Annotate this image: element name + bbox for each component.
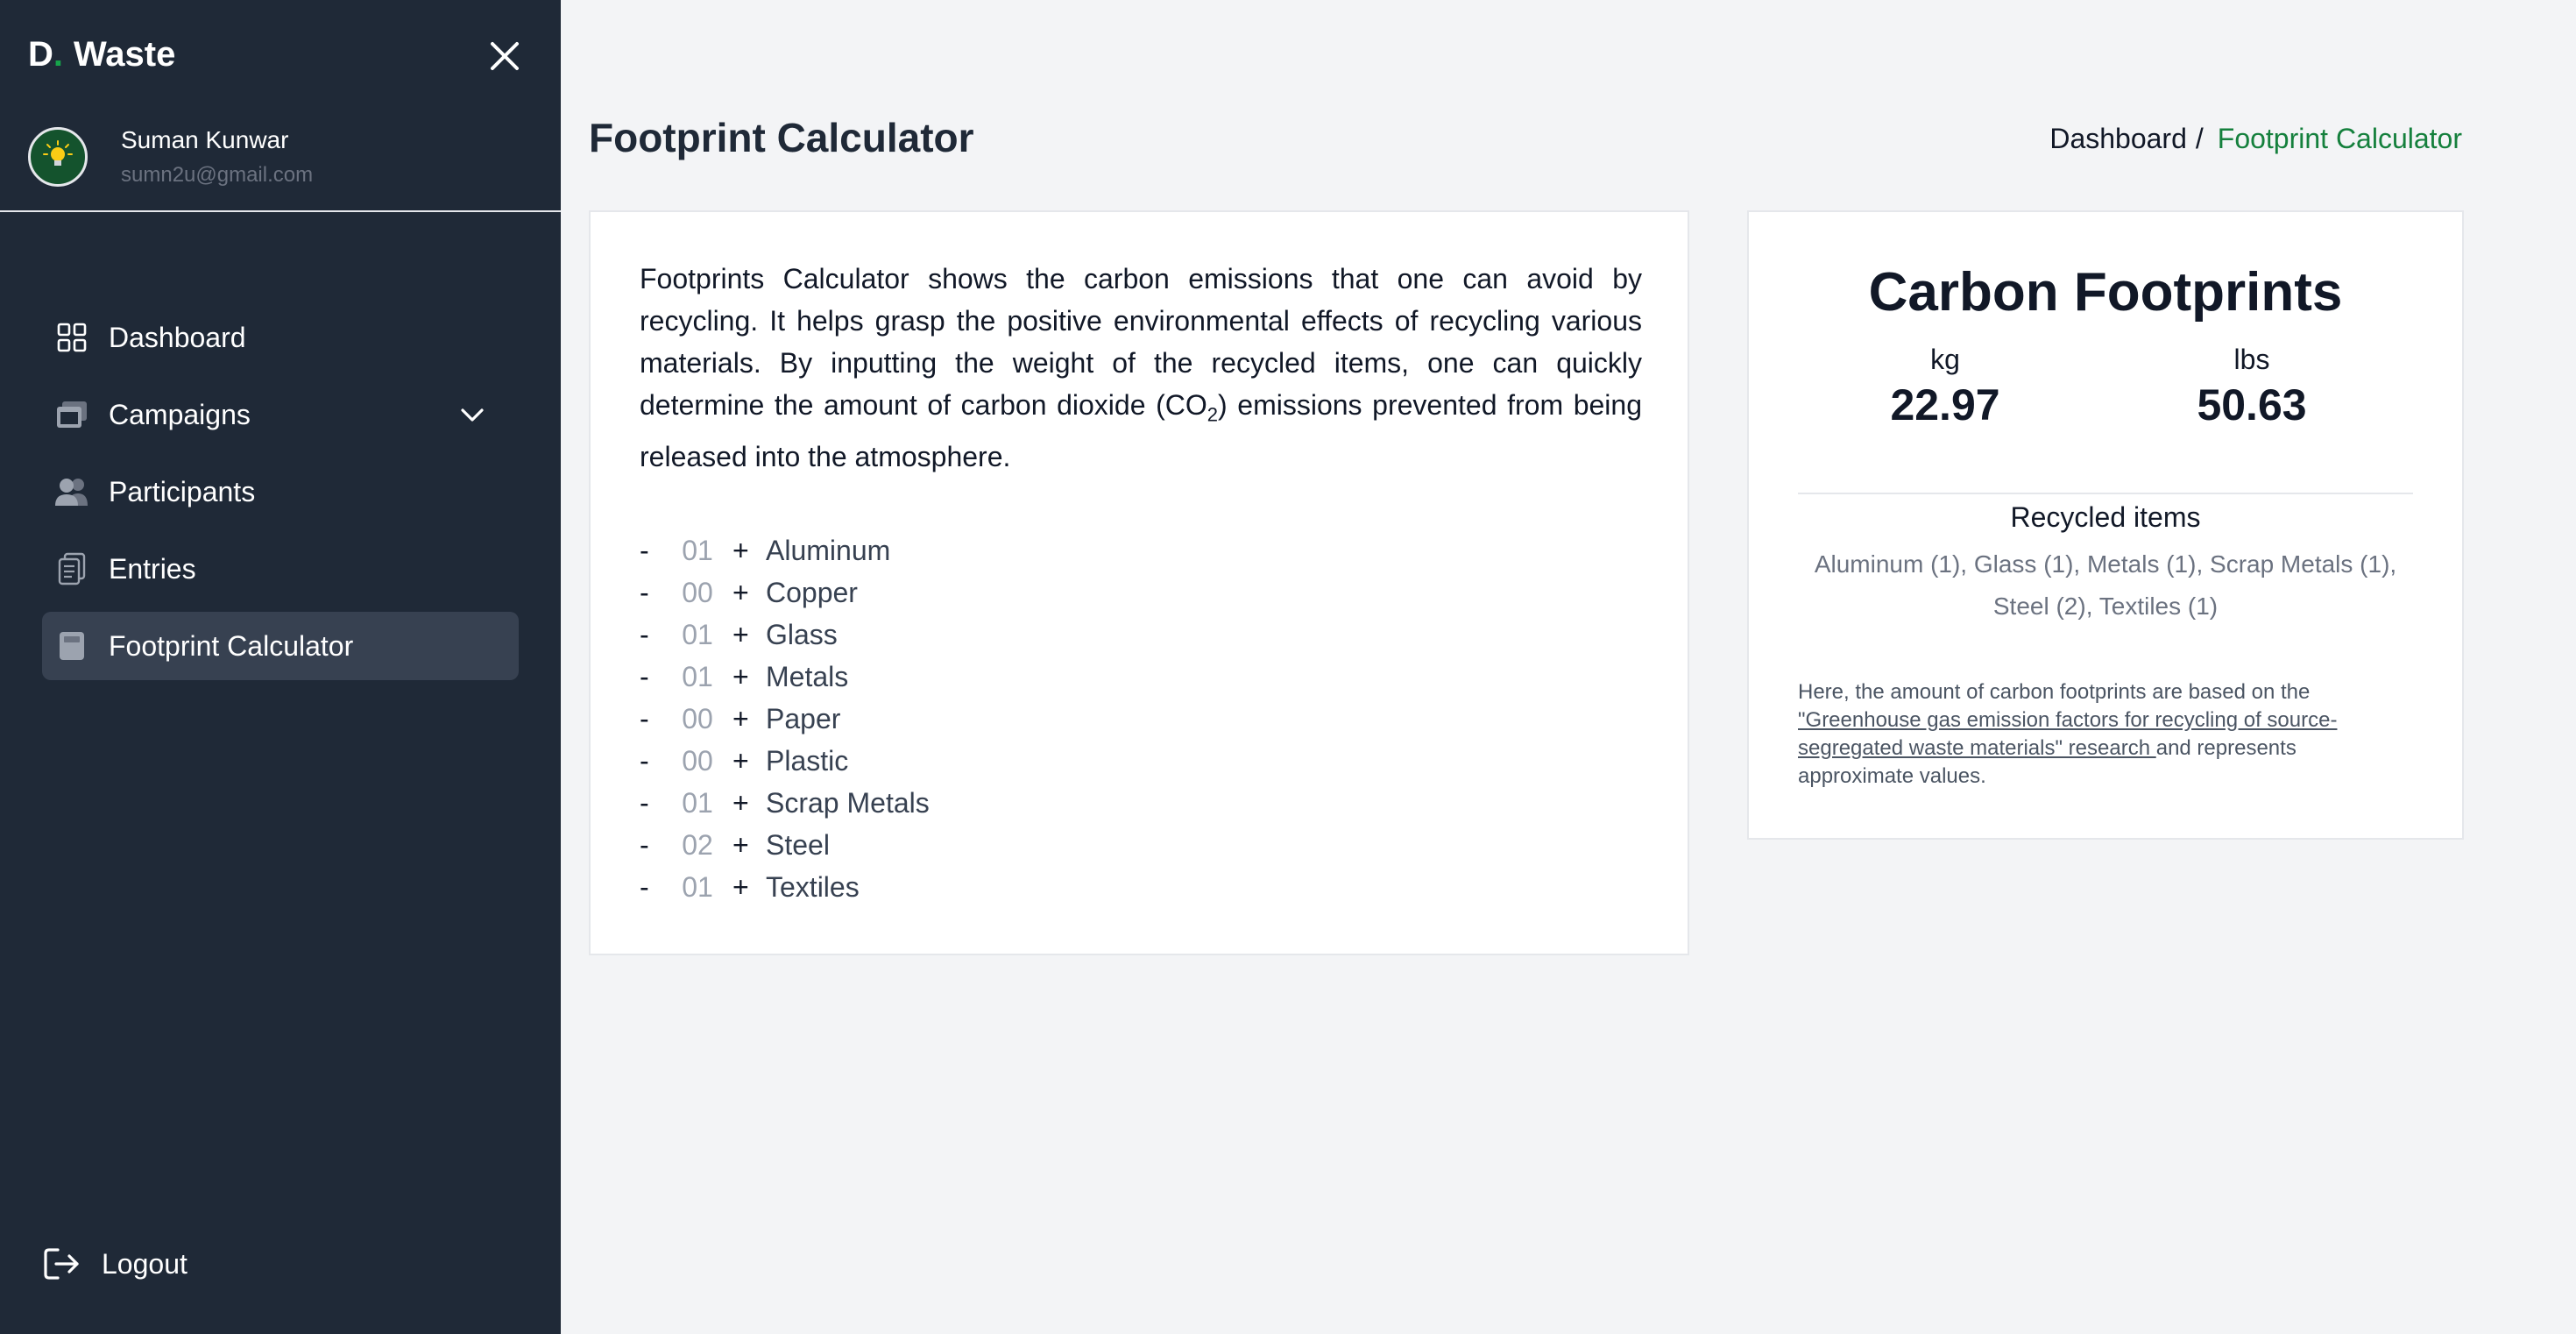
user-email: sumn2u@gmail.com (121, 163, 314, 187)
increment-button[interactable]: + (732, 786, 749, 819)
source-note-text: Here, the amount of carbon footprints are based on the (1798, 680, 2311, 704)
item-name: Paper (766, 702, 841, 734)
sidebar-item-label: Footprint Calculator (109, 629, 354, 662)
list-item (640, 656, 930, 698)
sidebar-item-participants[interactable] (42, 458, 519, 526)
quantity-value[interactable]: 01 (682, 618, 713, 650)
recycled-items-title: Recycled items (2010, 501, 2201, 533)
quantity-value[interactable]: 02 (682, 828, 713, 861)
item-list (640, 529, 930, 908)
close-sidebar-button[interactable] (487, 39, 522, 74)
folders-icon (55, 398, 88, 431)
kg-label: kg (1930, 344, 1960, 375)
list-item (640, 824, 930, 866)
sidebar-item-label: Entries (109, 552, 196, 585)
source-note-text: and represents approximate values. (1798, 736, 2296, 788)
item-name: Aluminum (766, 534, 891, 566)
sidebar-divider (0, 210, 561, 212)
quantity-value[interactable]: 01 (682, 534, 713, 566)
increment-button[interactable]: + (732, 660, 749, 692)
brand-letter: D (28, 35, 53, 74)
lbs-stat (2120, 344, 2383, 430)
intro-text-part: Footprints Calculator shows the carbon emissions that one can avoid by recycling. It helps grasp the positive environmental effects of recycling various materials. By inputting the weight of the recycled items, one can quickly determine the amount of carbon dioxide (CO (640, 263, 1642, 421)
breadcrumb (2049, 123, 2462, 155)
quantity-value[interactable]: 00 (682, 702, 713, 734)
increment-button[interactable]: + (732, 828, 749, 861)
intro-text-part: ) emissions prevented from being released into the atmosphere. (640, 389, 1642, 473)
item-name: Copper (766, 576, 858, 608)
list-item (640, 740, 930, 782)
carbon-footprints-card (1747, 210, 2464, 840)
quantity-value[interactable]: 01 (682, 660, 713, 692)
kg-stat (1814, 344, 2077, 430)
chevron-down-icon[interactable] (457, 400, 487, 429)
sidebar-item-label: Participants (109, 475, 256, 507)
brand-logo[interactable] (28, 35, 175, 75)
item-name: Plastic (766, 744, 849, 777)
calculator-icon (58, 630, 86, 662)
increment-button[interactable]: + (732, 702, 749, 734)
list-item (640, 866, 930, 908)
brand-dot: . (53, 35, 64, 74)
decrement-button[interactable]: - (640, 828, 649, 861)
decrement-button[interactable]: - (640, 702, 649, 734)
source-note (1798, 678, 2413, 791)
increment-button[interactable]: + (732, 576, 749, 608)
page-title: Footprint Calculator (589, 115, 974, 160)
item-name: Steel (766, 828, 830, 861)
users-icon (54, 476, 89, 507)
logout-label: Logout (102, 1247, 188, 1280)
decrement-button[interactable]: - (640, 576, 649, 608)
intro-subscript: 2 (1207, 403, 1219, 426)
research-link[interactable]: "Greenhouse gas emission factors for recycling of source-segregated waste materials" research (1798, 708, 2338, 760)
increment-button[interactable]: + (732, 870, 749, 903)
sidebar-item-label: Dashboard (109, 321, 246, 353)
divider (1798, 493, 2413, 494)
increment-button[interactable]: + (732, 534, 749, 566)
quantity-value[interactable]: 01 (682, 870, 713, 903)
sidebar-item-campaigns[interactable] (42, 380, 519, 449)
sidebar (0, 0, 561, 1334)
item-name: Scrap Metals (766, 786, 930, 819)
breadcrumb-current: Footprint Calculator (2217, 123, 2462, 154)
lbs-label: lbs (2233, 344, 2270, 375)
calculator-card (589, 210, 1689, 955)
increment-button[interactable]: + (732, 618, 749, 650)
close-icon (487, 39, 522, 74)
sidebar-item-entries[interactable] (42, 535, 519, 603)
brand-word: Waste (74, 35, 176, 74)
list-item (640, 782, 930, 824)
user-profile[interactable] (28, 126, 313, 188)
clipboard-icon (56, 552, 88, 585)
quantity-value[interactable]: 00 (682, 744, 713, 777)
list-item (640, 614, 930, 656)
user-name: Suman Kunwar (121, 126, 289, 153)
carbon-footprints-title: Carbon Footprints (1868, 262, 2343, 323)
logout-icon (42, 1245, 81, 1283)
decrement-button[interactable]: - (640, 618, 649, 650)
intro-text (640, 258, 1642, 478)
item-name: Glass (766, 618, 838, 650)
sidebar-item-footprint-calculator[interactable] (42, 612, 519, 680)
decrement-button[interactable]: - (640, 534, 649, 566)
avatar (28, 127, 88, 187)
sidebar-nav (42, 303, 519, 689)
sidebar-item-label: Campaigns (109, 398, 251, 430)
lbs-value: 50.63 (2197, 380, 2307, 429)
decrement-button[interactable]: - (640, 744, 649, 777)
quantity-value[interactable]: 00 (682, 576, 713, 608)
quantity-value[interactable]: 01 (682, 786, 713, 819)
breadcrumb-separator: / (2195, 123, 2204, 154)
decrement-button[interactable]: - (640, 786, 649, 819)
sidebar-item-dashboard[interactable] (42, 303, 519, 372)
list-item (640, 698, 930, 740)
list-item (640, 529, 930, 571)
decrement-button[interactable]: - (640, 870, 649, 903)
kg-value: 22.97 (1890, 380, 2000, 429)
lightbulb-icon (40, 139, 75, 174)
grid-icon (56, 322, 88, 353)
breadcrumb-dashboard-link[interactable]: Dashboard (2049, 123, 2187, 154)
item-name: Textiles (766, 870, 860, 903)
logout-button[interactable] (42, 1245, 188, 1283)
item-name: Metals (766, 660, 849, 692)
list-item (640, 571, 930, 614)
decrement-button[interactable]: - (640, 660, 649, 692)
increment-button[interactable]: + (732, 744, 749, 777)
recycled-items-list: Aluminum (1), Glass (1), Metals (1), Scrap Metals (1), Steel (2), Textiles (1) (1814, 550, 2397, 620)
